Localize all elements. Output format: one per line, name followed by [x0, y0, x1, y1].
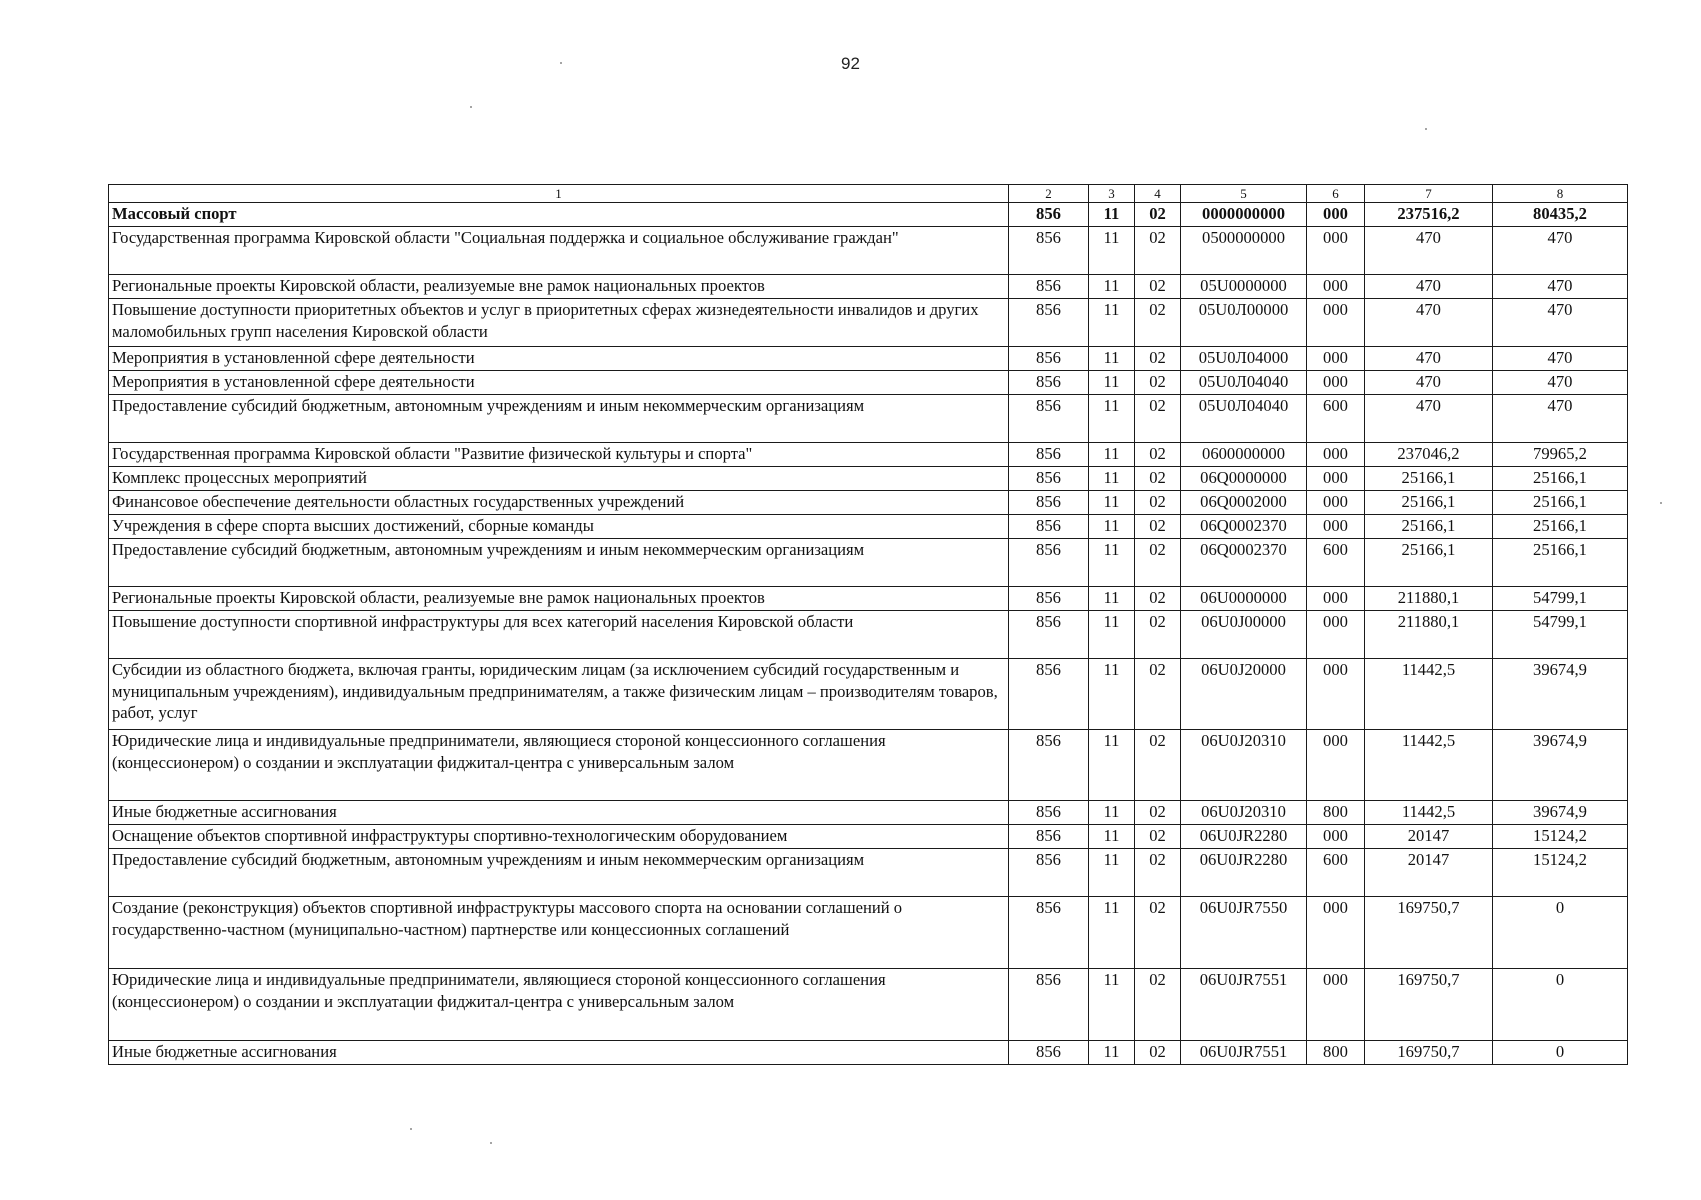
row-col-5-cell: 06U0J20310 [1181, 801, 1307, 825]
row-col-3-cell: 11 [1089, 227, 1135, 275]
row-col-7-cell: 470 [1365, 227, 1493, 275]
row-col-8-cell: 25166,1 [1493, 467, 1628, 491]
table-row [109, 611, 1628, 659]
row-col-4-cell: 02 [1135, 801, 1181, 825]
row-name-cell: Государственная программа Кировской области "Социальная поддержка и социальное обслуживание граждан" [109, 227, 1009, 275]
row-col-5-cell: 0600000000 [1181, 443, 1307, 467]
row-col-6-cell: 000 [1307, 587, 1365, 611]
scan-speck [470, 106, 472, 108]
row-col-3-cell: 11 [1089, 659, 1135, 730]
row-col-7-cell: 169750,7 [1365, 1041, 1493, 1065]
row-col-7-cell: 20147 [1365, 849, 1493, 897]
row-col-8-cell: 0 [1493, 969, 1628, 1041]
row-name-cell: Мероприятия в установленной сфере деятельности [109, 347, 1009, 371]
row-name-cell: Создание (реконструкция) объектов спортивной инфраструктуры массового спорта на основании соглашений о государственно-частном (муниципально-частном) партнерстве или концессионных соглашений [109, 897, 1009, 969]
row-col-8-cell: 79965,2 [1493, 443, 1628, 467]
row-col-7-cell: 470 [1365, 299, 1493, 347]
table-row [109, 659, 1628, 730]
column-number-8: 8 [1493, 185, 1628, 203]
row-col-7-cell: 237046,2 [1365, 443, 1493, 467]
table-row [109, 491, 1628, 515]
row-col-4-cell: 02 [1135, 371, 1181, 395]
row-col-5-cell: 05U0Л04040 [1181, 395, 1307, 443]
row-col-6-cell: 000 [1307, 227, 1365, 275]
row-col-8-cell: 15124,2 [1493, 825, 1628, 849]
row-col-5-cell: 05U0Л00000 [1181, 299, 1307, 347]
row-name-cell: Субсидии из областного бюджета, включая гранты, юридическим лицам (за исключением субсидий государственным и муниципальным учреждениям), индивидуальным предпринимателям, а также физическим лицам – производителям товаров, работ, услуг [109, 659, 1009, 730]
row-col-2-cell: 856 [1009, 347, 1089, 371]
table-row [109, 897, 1628, 969]
row-col-6-cell: 800 [1307, 801, 1365, 825]
row-col-5-cell: 0000000000 [1181, 203, 1307, 227]
row-col-3-cell: 11 [1089, 969, 1135, 1041]
row-col-7-cell: 470 [1365, 275, 1493, 299]
row-col-4-cell: 02 [1135, 395, 1181, 443]
column-number-2: 2 [1009, 185, 1089, 203]
row-col-7-cell: 25166,1 [1365, 515, 1493, 539]
row-col-8-cell: 470 [1493, 299, 1628, 347]
row-col-5-cell: 06Q0002370 [1181, 539, 1307, 587]
row-name-cell: Финансовое обеспечение деятельности областных государственных учреждений [109, 491, 1009, 515]
row-col-8-cell: 39674,9 [1493, 730, 1628, 801]
row-col-3-cell: 11 [1089, 371, 1135, 395]
row-col-5-cell: 06U0JR2280 [1181, 849, 1307, 897]
row-col-7-cell: 20147 [1365, 825, 1493, 849]
scan-speck [560, 62, 562, 64]
row-col-2-cell: 856 [1009, 371, 1089, 395]
row-col-7-cell: 25166,1 [1365, 539, 1493, 587]
row-col-3-cell: 11 [1089, 801, 1135, 825]
table-row [109, 539, 1628, 587]
column-number-5: 5 [1181, 185, 1307, 203]
row-name-cell: Повышение доступности спортивной инфраструктуры для всех категорий населения Кировской области [109, 611, 1009, 659]
row-col-2-cell: 856 [1009, 825, 1089, 849]
row-col-6-cell: 600 [1307, 539, 1365, 587]
row-col-2-cell: 856 [1009, 203, 1089, 227]
row-col-4-cell: 02 [1135, 730, 1181, 801]
row-col-5-cell: 05U0Л04040 [1181, 371, 1307, 395]
row-col-7-cell: 169750,7 [1365, 897, 1493, 969]
row-col-2-cell: 856 [1009, 491, 1089, 515]
row-col-7-cell: 470 [1365, 347, 1493, 371]
scan-speck [1660, 502, 1662, 504]
row-col-4-cell: 02 [1135, 299, 1181, 347]
row-col-8-cell: 470 [1493, 227, 1628, 275]
budget-table [108, 184, 1628, 1065]
row-name-cell: Мероприятия в установленной сфере деятельности [109, 371, 1009, 395]
row-col-4-cell: 02 [1135, 347, 1181, 371]
row-col-6-cell: 000 [1307, 491, 1365, 515]
row-col-3-cell: 11 [1089, 347, 1135, 371]
row-col-3-cell: 11 [1089, 611, 1135, 659]
row-col-2-cell: 856 [1009, 467, 1089, 491]
row-name-cell: Повышение доступности приоритетных объектов и услуг в приоритетных сферах жизнедеятельности инвалидов и других маломобильных групп населения Кировской области [109, 299, 1009, 347]
table-row [109, 275, 1628, 299]
row-col-7-cell: 211880,1 [1365, 587, 1493, 611]
row-col-6-cell: 600 [1307, 395, 1365, 443]
row-name-cell: Комплекс процессных мероприятий [109, 467, 1009, 491]
row-col-3-cell: 11 [1089, 395, 1135, 443]
row-col-7-cell: 470 [1365, 395, 1493, 443]
table-row [109, 515, 1628, 539]
row-name-cell: Массовый спорт [109, 203, 1009, 227]
table-row [109, 347, 1628, 371]
row-col-3-cell: 11 [1089, 825, 1135, 849]
row-col-4-cell: 02 [1135, 467, 1181, 491]
row-col-4-cell: 02 [1135, 275, 1181, 299]
row-col-7-cell: 470 [1365, 371, 1493, 395]
table-row [109, 371, 1628, 395]
table-row [109, 969, 1628, 1041]
row-col-2-cell: 856 [1009, 611, 1089, 659]
row-col-6-cell: 000 [1307, 299, 1365, 347]
column-number-4: 4 [1135, 185, 1181, 203]
row-col-2-cell: 856 [1009, 515, 1089, 539]
row-col-6-cell: 000 [1307, 443, 1365, 467]
row-col-5-cell: 0500000000 [1181, 227, 1307, 275]
row-col-6-cell: 000 [1307, 659, 1365, 730]
row-col-7-cell: 25166,1 [1365, 467, 1493, 491]
row-name-cell: Учреждения в сфере спорта высших достижений, сборные команды [109, 515, 1009, 539]
row-col-4-cell: 02 [1135, 491, 1181, 515]
row-col-2-cell: 856 [1009, 969, 1089, 1041]
row-col-3-cell: 11 [1089, 515, 1135, 539]
table-row [109, 203, 1628, 227]
row-col-2-cell: 856 [1009, 299, 1089, 347]
table-row [109, 395, 1628, 443]
row-col-4-cell: 02 [1135, 443, 1181, 467]
row-col-4-cell: 02 [1135, 203, 1181, 227]
row-col-3-cell: 11 [1089, 443, 1135, 467]
row-col-6-cell: 000 [1307, 730, 1365, 801]
row-col-2-cell: 856 [1009, 227, 1089, 275]
row-col-8-cell: 0 [1493, 1041, 1628, 1065]
row-col-8-cell: 15124,2 [1493, 849, 1628, 897]
row-col-7-cell: 11442,5 [1365, 801, 1493, 825]
column-number-6: 6 [1307, 185, 1365, 203]
row-col-3-cell: 11 [1089, 849, 1135, 897]
row-col-7-cell: 25166,1 [1365, 491, 1493, 515]
row-name-cell: Предоставление субсидий бюджетным, автономным учреждениям и иным некоммерческим организациям [109, 849, 1009, 897]
table-row [109, 227, 1628, 275]
row-col-6-cell: 000 [1307, 347, 1365, 371]
row-col-2-cell: 856 [1009, 275, 1089, 299]
row-col-8-cell: 470 [1493, 395, 1628, 443]
table-row [109, 299, 1628, 347]
table-row [109, 730, 1628, 801]
row-col-3-cell: 11 [1089, 539, 1135, 587]
row-name-cell: Иные бюджетные ассигнования [109, 801, 1009, 825]
row-col-8-cell: 25166,1 [1493, 539, 1628, 587]
row-col-4-cell: 02 [1135, 969, 1181, 1041]
table-row [109, 849, 1628, 897]
row-col-2-cell: 856 [1009, 897, 1089, 969]
row-col-3-cell: 11 [1089, 275, 1135, 299]
table-row [109, 801, 1628, 825]
table-row [109, 443, 1628, 467]
row-col-4-cell: 02 [1135, 825, 1181, 849]
row-name-cell: Оснащение объектов спортивной инфраструктуры спортивно-технологическим оборудованием [109, 825, 1009, 849]
row-col-7-cell: 211880,1 [1365, 611, 1493, 659]
row-col-3-cell: 11 [1089, 299, 1135, 347]
row-col-8-cell: 25166,1 [1493, 491, 1628, 515]
row-col-8-cell: 39674,9 [1493, 659, 1628, 730]
row-col-2-cell: 856 [1009, 395, 1089, 443]
row-col-8-cell: 25166,1 [1493, 515, 1628, 539]
row-col-8-cell: 80435,2 [1493, 203, 1628, 227]
row-col-4-cell: 02 [1135, 587, 1181, 611]
row-col-6-cell: 000 [1307, 515, 1365, 539]
row-col-4-cell: 02 [1135, 227, 1181, 275]
row-name-cell: Государственная программа Кировской области "Развитие физической культуры и спорта" [109, 443, 1009, 467]
row-col-8-cell: 470 [1493, 347, 1628, 371]
column-number-7: 7 [1365, 185, 1493, 203]
row-name-cell: Региональные проекты Кировской области, реализуемые вне рамок национальных проектов [109, 587, 1009, 611]
row-col-5-cell: 06Q0002000 [1181, 491, 1307, 515]
column-number-3: 3 [1089, 185, 1135, 203]
row-col-2-cell: 856 [1009, 587, 1089, 611]
row-col-2-cell: 856 [1009, 659, 1089, 730]
row-col-5-cell: 06U0J20310 [1181, 730, 1307, 801]
table-row [109, 825, 1628, 849]
column-number-1: 1 [109, 185, 1009, 203]
row-col-5-cell: 05U0Л04000 [1181, 347, 1307, 371]
page-number: 92 [841, 54, 860, 73]
row-col-8-cell: 470 [1493, 275, 1628, 299]
scan-speck [1425, 128, 1427, 130]
row-col-4-cell: 02 [1135, 849, 1181, 897]
row-col-7-cell: 11442,5 [1365, 730, 1493, 801]
row-name-cell: Иные бюджетные ассигнования [109, 1041, 1009, 1065]
row-col-3-cell: 11 [1089, 203, 1135, 227]
row-col-4-cell: 02 [1135, 539, 1181, 587]
row-col-5-cell: 06Q0000000 [1181, 467, 1307, 491]
row-col-2-cell: 856 [1009, 443, 1089, 467]
row-col-5-cell: 06U0J00000 [1181, 611, 1307, 659]
row-col-4-cell: 02 [1135, 611, 1181, 659]
row-col-8-cell: 470 [1493, 371, 1628, 395]
table-row [109, 467, 1628, 491]
row-col-6-cell: 000 [1307, 969, 1365, 1041]
row-col-3-cell: 11 [1089, 491, 1135, 515]
column-number-row [109, 185, 1628, 203]
row-col-6-cell: 000 [1307, 275, 1365, 299]
row-col-6-cell: 000 [1307, 611, 1365, 659]
table-body [109, 185, 1628, 1065]
row-col-3-cell: 11 [1089, 587, 1135, 611]
row-col-6-cell: 800 [1307, 1041, 1365, 1065]
row-col-6-cell: 000 [1307, 371, 1365, 395]
row-name-cell: Юридические лица и индивидуальные предприниматели, являющиеся стороной концессионного соглашения (концессионером) о создании и эксплуатации фиджитал-центра с универсальным залом [109, 969, 1009, 1041]
row-col-8-cell: 39674,9 [1493, 801, 1628, 825]
row-col-8-cell: 54799,1 [1493, 611, 1628, 659]
row-col-5-cell: 06U0JR7551 [1181, 969, 1307, 1041]
row-col-4-cell: 02 [1135, 659, 1181, 730]
row-col-2-cell: 856 [1009, 730, 1089, 801]
row-col-5-cell: 06Q0002370 [1181, 515, 1307, 539]
row-col-3-cell: 11 [1089, 897, 1135, 969]
row-col-4-cell: 02 [1135, 1041, 1181, 1065]
row-col-5-cell: 06U0JR2280 [1181, 825, 1307, 849]
row-col-6-cell: 000 [1307, 825, 1365, 849]
row-col-5-cell: 06U0JR7550 [1181, 897, 1307, 969]
row-col-5-cell: 06U0J20000 [1181, 659, 1307, 730]
row-col-3-cell: 11 [1089, 467, 1135, 491]
row-col-8-cell: 0 [1493, 897, 1628, 969]
row-name-cell: Предоставление субсидий бюджетным, автономным учреждениям и иным некоммерческим организациям [109, 539, 1009, 587]
row-col-2-cell: 856 [1009, 801, 1089, 825]
row-col-8-cell: 54799,1 [1493, 587, 1628, 611]
row-col-5-cell: 05U0000000 [1181, 275, 1307, 299]
row-name-cell: Региональные проекты Кировской области, реализуемые вне рамок национальных проектов [109, 275, 1009, 299]
row-col-7-cell: 169750,7 [1365, 969, 1493, 1041]
row-name-cell: Предоставление субсидий бюджетным, автономным учреждениям и иным некоммерческим организациям [109, 395, 1009, 443]
scan-speck [410, 1128, 412, 1130]
row-col-6-cell: 600 [1307, 849, 1365, 897]
scan-speck [490, 1142, 492, 1144]
row-col-3-cell: 11 [1089, 730, 1135, 801]
row-col-6-cell: 000 [1307, 203, 1365, 227]
row-col-6-cell: 000 [1307, 897, 1365, 969]
row-col-2-cell: 856 [1009, 1041, 1089, 1065]
row-col-5-cell: 06U0JR7551 [1181, 1041, 1307, 1065]
row-col-6-cell: 000 [1307, 467, 1365, 491]
row-name-cell: Юридические лица и индивидуальные предприниматели, являющиеся стороной концессионного соглашения (концессионером) о создании и эксплуатации фиджитал-центра с универсальным залом [109, 730, 1009, 801]
row-col-2-cell: 856 [1009, 849, 1089, 897]
row-col-5-cell: 06U0000000 [1181, 587, 1307, 611]
row-col-7-cell: 237516,2 [1365, 203, 1493, 227]
table-row [109, 587, 1628, 611]
row-col-2-cell: 856 [1009, 539, 1089, 587]
row-col-4-cell: 02 [1135, 897, 1181, 969]
row-col-7-cell: 11442,5 [1365, 659, 1493, 730]
row-col-4-cell: 02 [1135, 515, 1181, 539]
row-col-3-cell: 11 [1089, 1041, 1135, 1065]
table-row [109, 1041, 1628, 1065]
